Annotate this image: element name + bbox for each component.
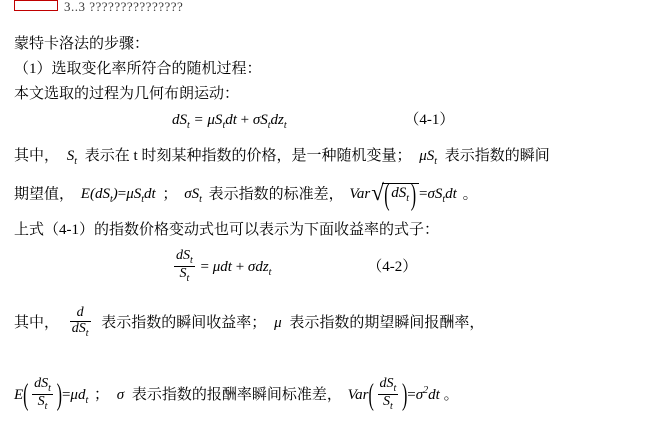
fraction-dS-over-S: $\frac{dS_t}{S_t}$ <box>176 248 193 285</box>
equation-4-1-number: （4-1） <box>404 112 455 128</box>
formula-variance-sqrt: Var √ ( $dS_t$ ) $=\sigma S_tdt$ <box>349 186 460 202</box>
paragraph-variance-definition: E ( $\frac{dS_t}{S_t}$ ) $=\mu d_t$ ； σ 表示指数的报酬率瞬间标准差， Var ( $\frac{dS_t}{S_t}$ ) $=\sigma^2dt$ 。 <box>14 378 459 414</box>
symbol-S-t: $S_t$ <box>66 148 78 167</box>
fraction-d-over-dS: $\frac{d}{dS_t}$ <box>71 305 89 339</box>
paragraph-variable-definitions: 其中， $S_t$ 表示在 t 时刻某种指数的价格，是一种随机变量； $\mu S_t$ 表示指数的瞬间 <box>14 148 550 167</box>
symbol-sigma: σ <box>116 387 125 404</box>
symbol-mu: μ <box>274 314 282 331</box>
paragraph-expected-value: 期望值， $E(dS_t)=\mu S_tdt$ ； $\sigma S_t$ 表示指数的标准差， Var √ ( $dS_t$ ) $=\sigma S_tdt$ 。 <box>14 183 478 208</box>
paragraph-steps-title: 蒙特卡洛法的步骤： <box>14 36 150 52</box>
paragraph-instant-return: 其中， $\frac{d}{dS_t}$ 表示指数的瞬间收益率； μ 表示指数的期望瞬间报酬率， <box>14 305 485 339</box>
formula-expected-value: $E(dS_t)=\mu S_tdt$ <box>80 186 156 206</box>
equation-4-1-row <box>0 108 650 131</box>
paragraph-process-choice: 本文选取的过程为几何布朗运动： <box>14 86 240 102</box>
formula-Var-dS-over-S: Var ( $\frac{dS_t}{S_t}$ ) $=\sigma^2dt$ <box>348 387 444 403</box>
symbol-sigma-S-t: $\sigma S_t$ <box>184 186 202 206</box>
red-outline-box <box>14 0 58 11</box>
equation-4-2-number: （4-2） <box>367 259 418 276</box>
cropped-header-line <box>14 0 640 14</box>
paragraph-return-form: 上式（4-1）的指数价格变动式也可以表示为下面收益率的式子： <box>14 222 439 238</box>
paragraph-step-1: （1）选取变化率所符合的随机过程： <box>14 61 262 77</box>
formula-E-dS-over-S: E ( $\frac{dS_t}{S_t}$ ) $=\mu d_t$ <box>14 387 92 403</box>
equation-4-1: $dS_t = \mu S_tdt + \sigma S_tdz_t$ <box>172 112 287 131</box>
equation-4-2: $\frac{dS_t}{S_t}$ = μdt + σdz$_t$ <box>176 248 272 285</box>
equation-4-2-row <box>0 250 650 286</box>
symbol-mu-S-t: $\mu S_t$ <box>419 148 438 167</box>
cropped-header-text: 3..3 ??????????????? <box>64 0 184 11</box>
radical-icon: √ <box>371 180 384 205</box>
sqrt-construct: √ ( $dS_t$ ) <box>371 183 419 207</box>
